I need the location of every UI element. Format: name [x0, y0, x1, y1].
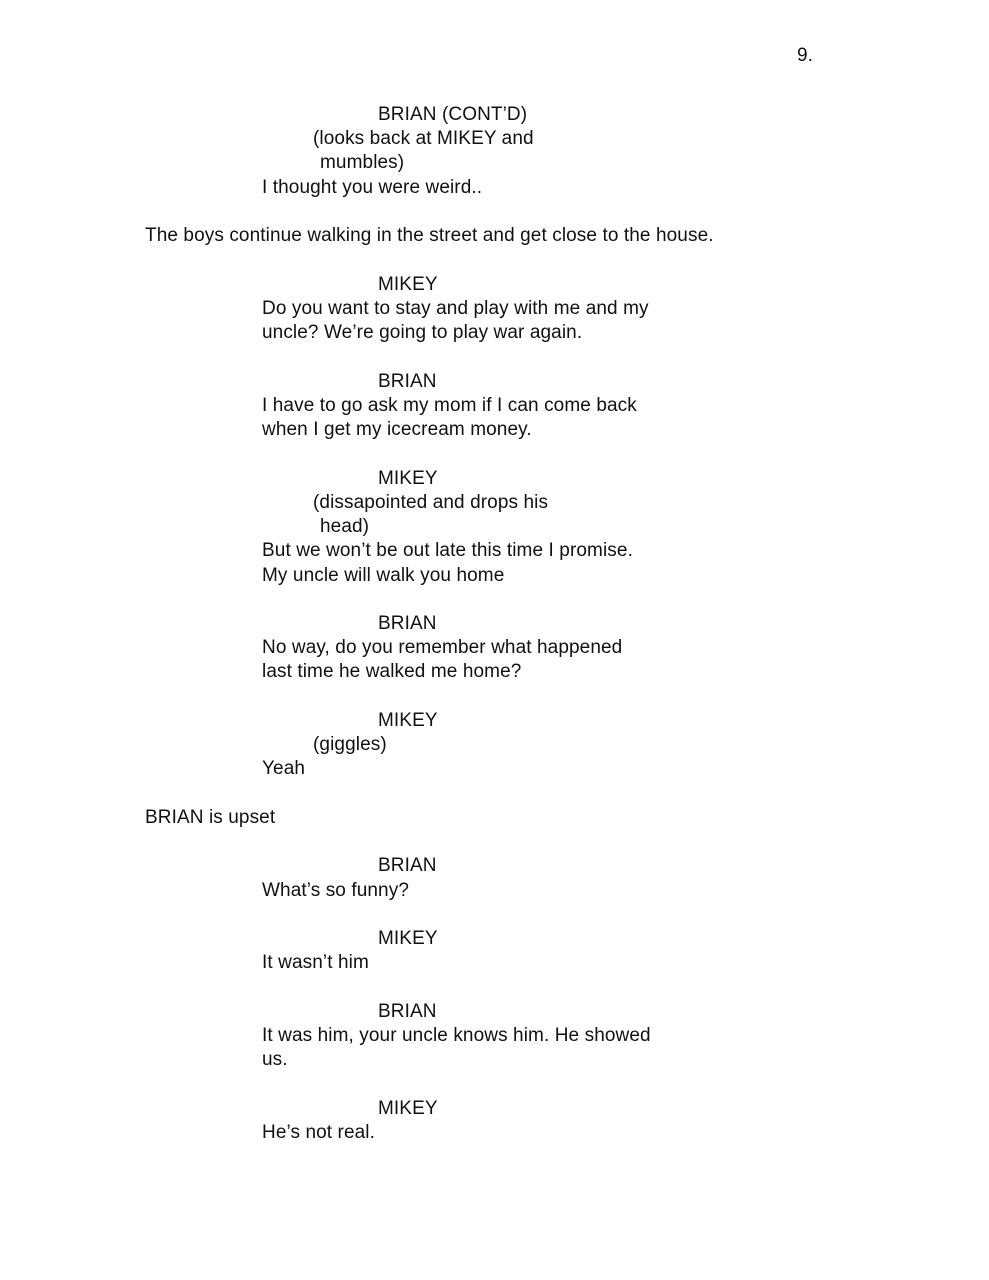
dialogue-line: Yeah: [262, 758, 306, 779]
dialogue-line: But we won’t be out late this time I promise.: [262, 540, 633, 561]
dialogue-line: us.: [262, 1049, 288, 1070]
character-cue: MIKEY: [378, 1098, 438, 1119]
character-cue: BRIAN (CONT’D): [378, 104, 528, 125]
page-number: 9.: [797, 45, 814, 66]
character-cue: BRIAN: [378, 613, 437, 634]
dialogue-line: I have to go ask my mom if I can come back: [262, 395, 637, 416]
character-cue: MIKEY: [378, 710, 438, 731]
dialogue-line: It was him, your uncle knows him. He showed: [262, 1025, 651, 1046]
dialogue-line: uncle? We’re going to play war again.: [262, 322, 583, 343]
character-cue: MIKEY: [378, 468, 438, 489]
parenthetical: (dissapointed and drops his: [313, 492, 549, 513]
dialogue-line: It wasn’t him: [262, 952, 369, 973]
dialogue-line: last time he walked me home?: [262, 661, 522, 682]
action-line: The boys continue walking in the street and get close to the house.: [145, 225, 714, 246]
dialogue-line: He’s not real.: [262, 1122, 375, 1143]
character-cue: BRIAN: [378, 371, 437, 392]
character-cue: BRIAN: [378, 855, 437, 876]
character-cue: BRIAN: [378, 1001, 437, 1022]
dialogue-line: What’s so funny?: [262, 880, 409, 901]
dialogue-line: No way, do you remember what happened: [262, 637, 623, 658]
character-cue: MIKEY: [378, 928, 438, 949]
dialogue-line: Do you want to stay and play with me and my: [262, 298, 649, 319]
action-line: BRIAN is upset: [145, 807, 276, 828]
dialogue-line: I thought you were weird..: [262, 177, 483, 198]
parenthetical: (giggles): [313, 734, 387, 755]
parenthetical: (looks back at MIKEY and: [313, 128, 534, 149]
parenthetical: mumbles): [320, 152, 405, 173]
dialogue-line: when I get my icecream money.: [262, 419, 532, 440]
character-cue: MIKEY: [378, 274, 438, 295]
parenthetical: head): [320, 516, 370, 537]
dialogue-line: My uncle will walk you home: [262, 565, 505, 586]
